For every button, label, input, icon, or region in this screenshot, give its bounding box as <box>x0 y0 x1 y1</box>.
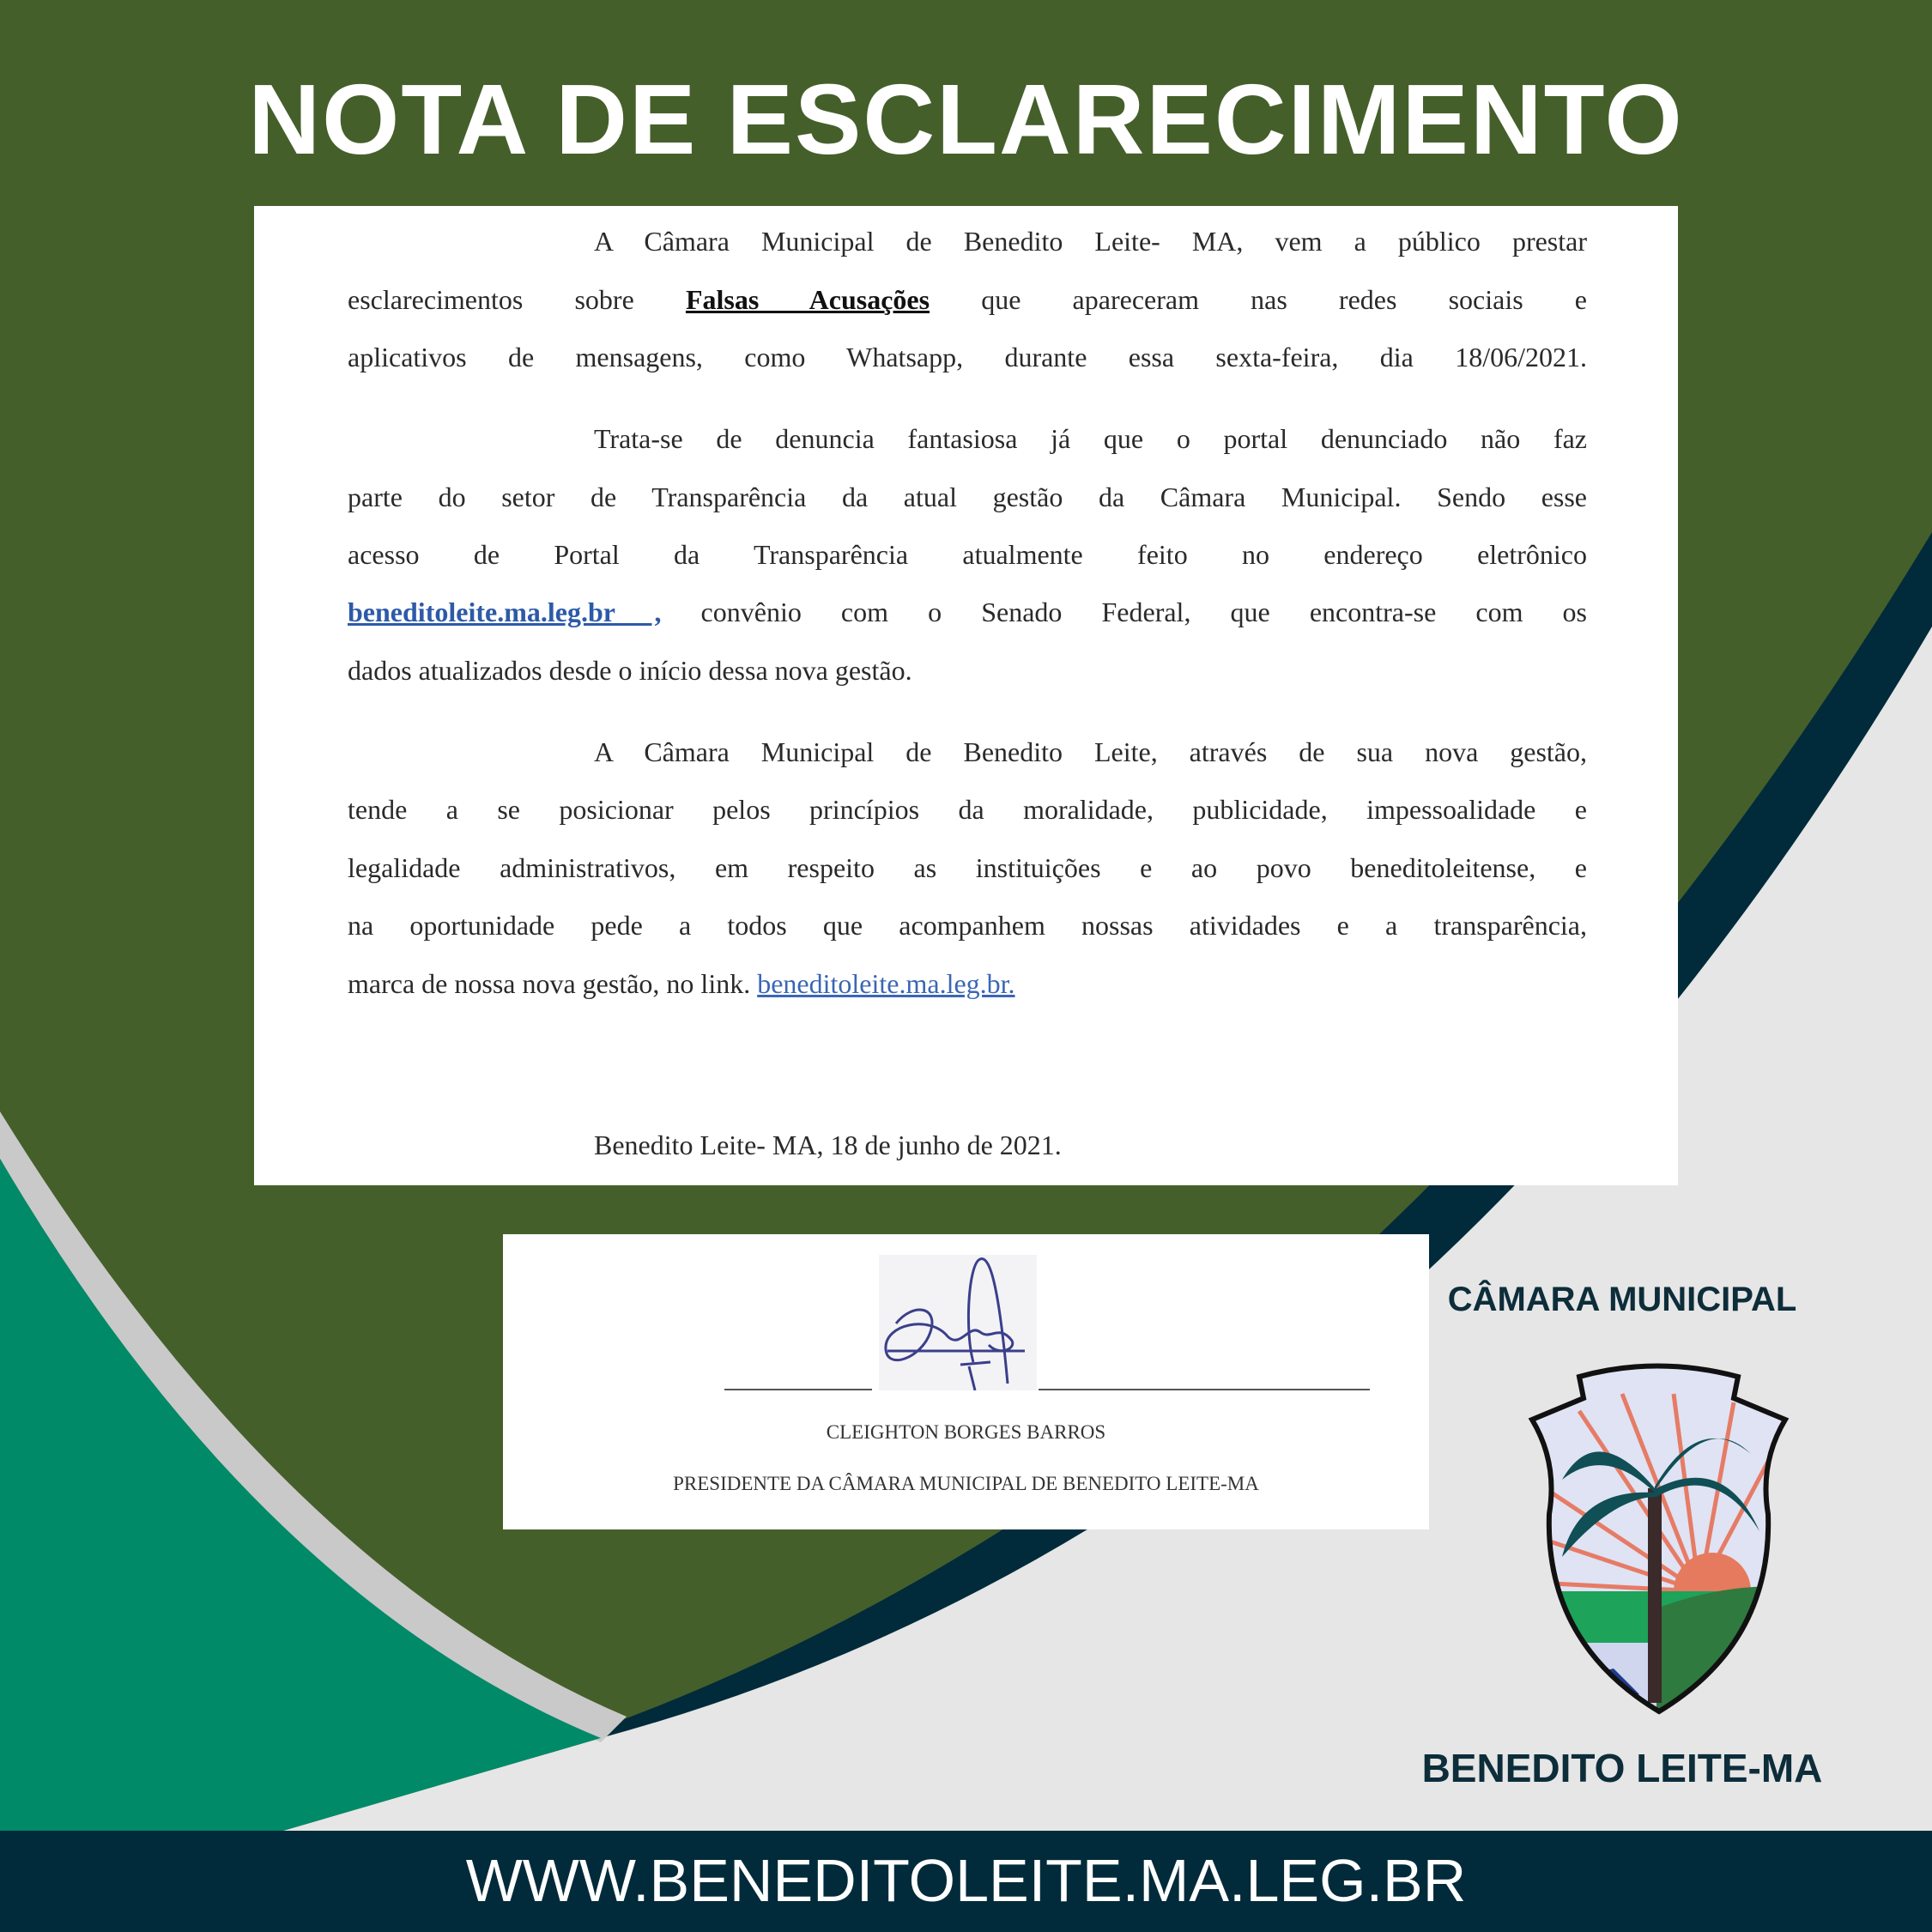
signature-line <box>724 1389 872 1390</box>
doc-line: legalidade administrativos, em respeito as instituições e ao povo beneditoleitense, e <box>348 852 1587 883</box>
doc-line <box>348 282 1587 317</box>
text: marca de nossa nova gestão, no link. <box>348 968 758 999</box>
coat-of-arms-icon <box>1528 1360 1790 1717</box>
chamber-label: CÂMARA MUNICIPAL <box>1447 1281 1797 1318</box>
signatory-role: PRESIDENTE DA CÂMARA MUNICIPAL DE BENEDITO LEITE-MA <box>673 1473 1259 1494</box>
text: que apareceram nas redes sociais e <box>930 284 1588 315</box>
doc-line <box>348 595 1587 629</box>
signature-line <box>1039 1389 1370 1390</box>
doc-line: tende a se posicionar pelos princípios da moralidade, publicidade, impessoalidade e <box>348 794 1587 825</box>
municipality-label: BENEDITO LEITE-MA <box>1421 1746 1823 1790</box>
clarification-document <box>254 206 1678 1185</box>
portal-link[interactable]: beneditoleite.ma.leg.br , <box>348 597 662 627</box>
signature-block <box>503 1234 1429 1529</box>
portal-link[interactable]: beneditoleite.ma.leg.br. <box>757 968 1015 999</box>
doc-line: acesso de Portal da Transparência atualmente feito no endereço eletrônico <box>348 539 1587 570</box>
bold-text: Falsas Acusações <box>685 284 930 315</box>
doc-line: dados atualizados desde o início dessa nova gestão. <box>348 655 912 686</box>
signatory-name: CLEIGHTON BORGES BARROS <box>826 1421 1106 1443</box>
handwritten-signature <box>879 1255 1037 1390</box>
page-title: NOTA DE ESCLARECIMENTO <box>248 64 1684 175</box>
doc-line: A Câmara Municipal de Benedito Leite- MA, vem a público prestar <box>594 226 1587 257</box>
doc-line: aplicativos de mensagens, como Whatsapp, durante essa sexta-feira, dia 18/06/2021. <box>348 342 1587 372</box>
doc-line: Trata-se de denuncia fantasiosa já que o portal denunciado não faz <box>594 423 1587 454</box>
doc-line: na oportunidade pede a todos que acompanhem nossas atividades e a transparência, <box>348 910 1587 941</box>
website-link[interactable]: WWW.BENEDITOLEITE.MA.LEG.BR <box>465 1847 1467 1914</box>
text: esclarecimentos sobre <box>348 284 686 315</box>
doc-line: A Câmara Municipal de Benedito Leite, através de sua nova gestão, <box>594 736 1587 767</box>
text: convênio com o Senado Federal, que encontra-se com os <box>661 597 1588 627</box>
doc-line: parte do setor de Transparência da atual gestão da Câmara Municipal. Sendo esse <box>348 481 1587 512</box>
doc-date: Benedito Leite- MA, 18 de junho de 2021. <box>594 1130 1062 1160</box>
doc-line <box>348 966 1587 1001</box>
footer-bar <box>0 1831 1932 1932</box>
